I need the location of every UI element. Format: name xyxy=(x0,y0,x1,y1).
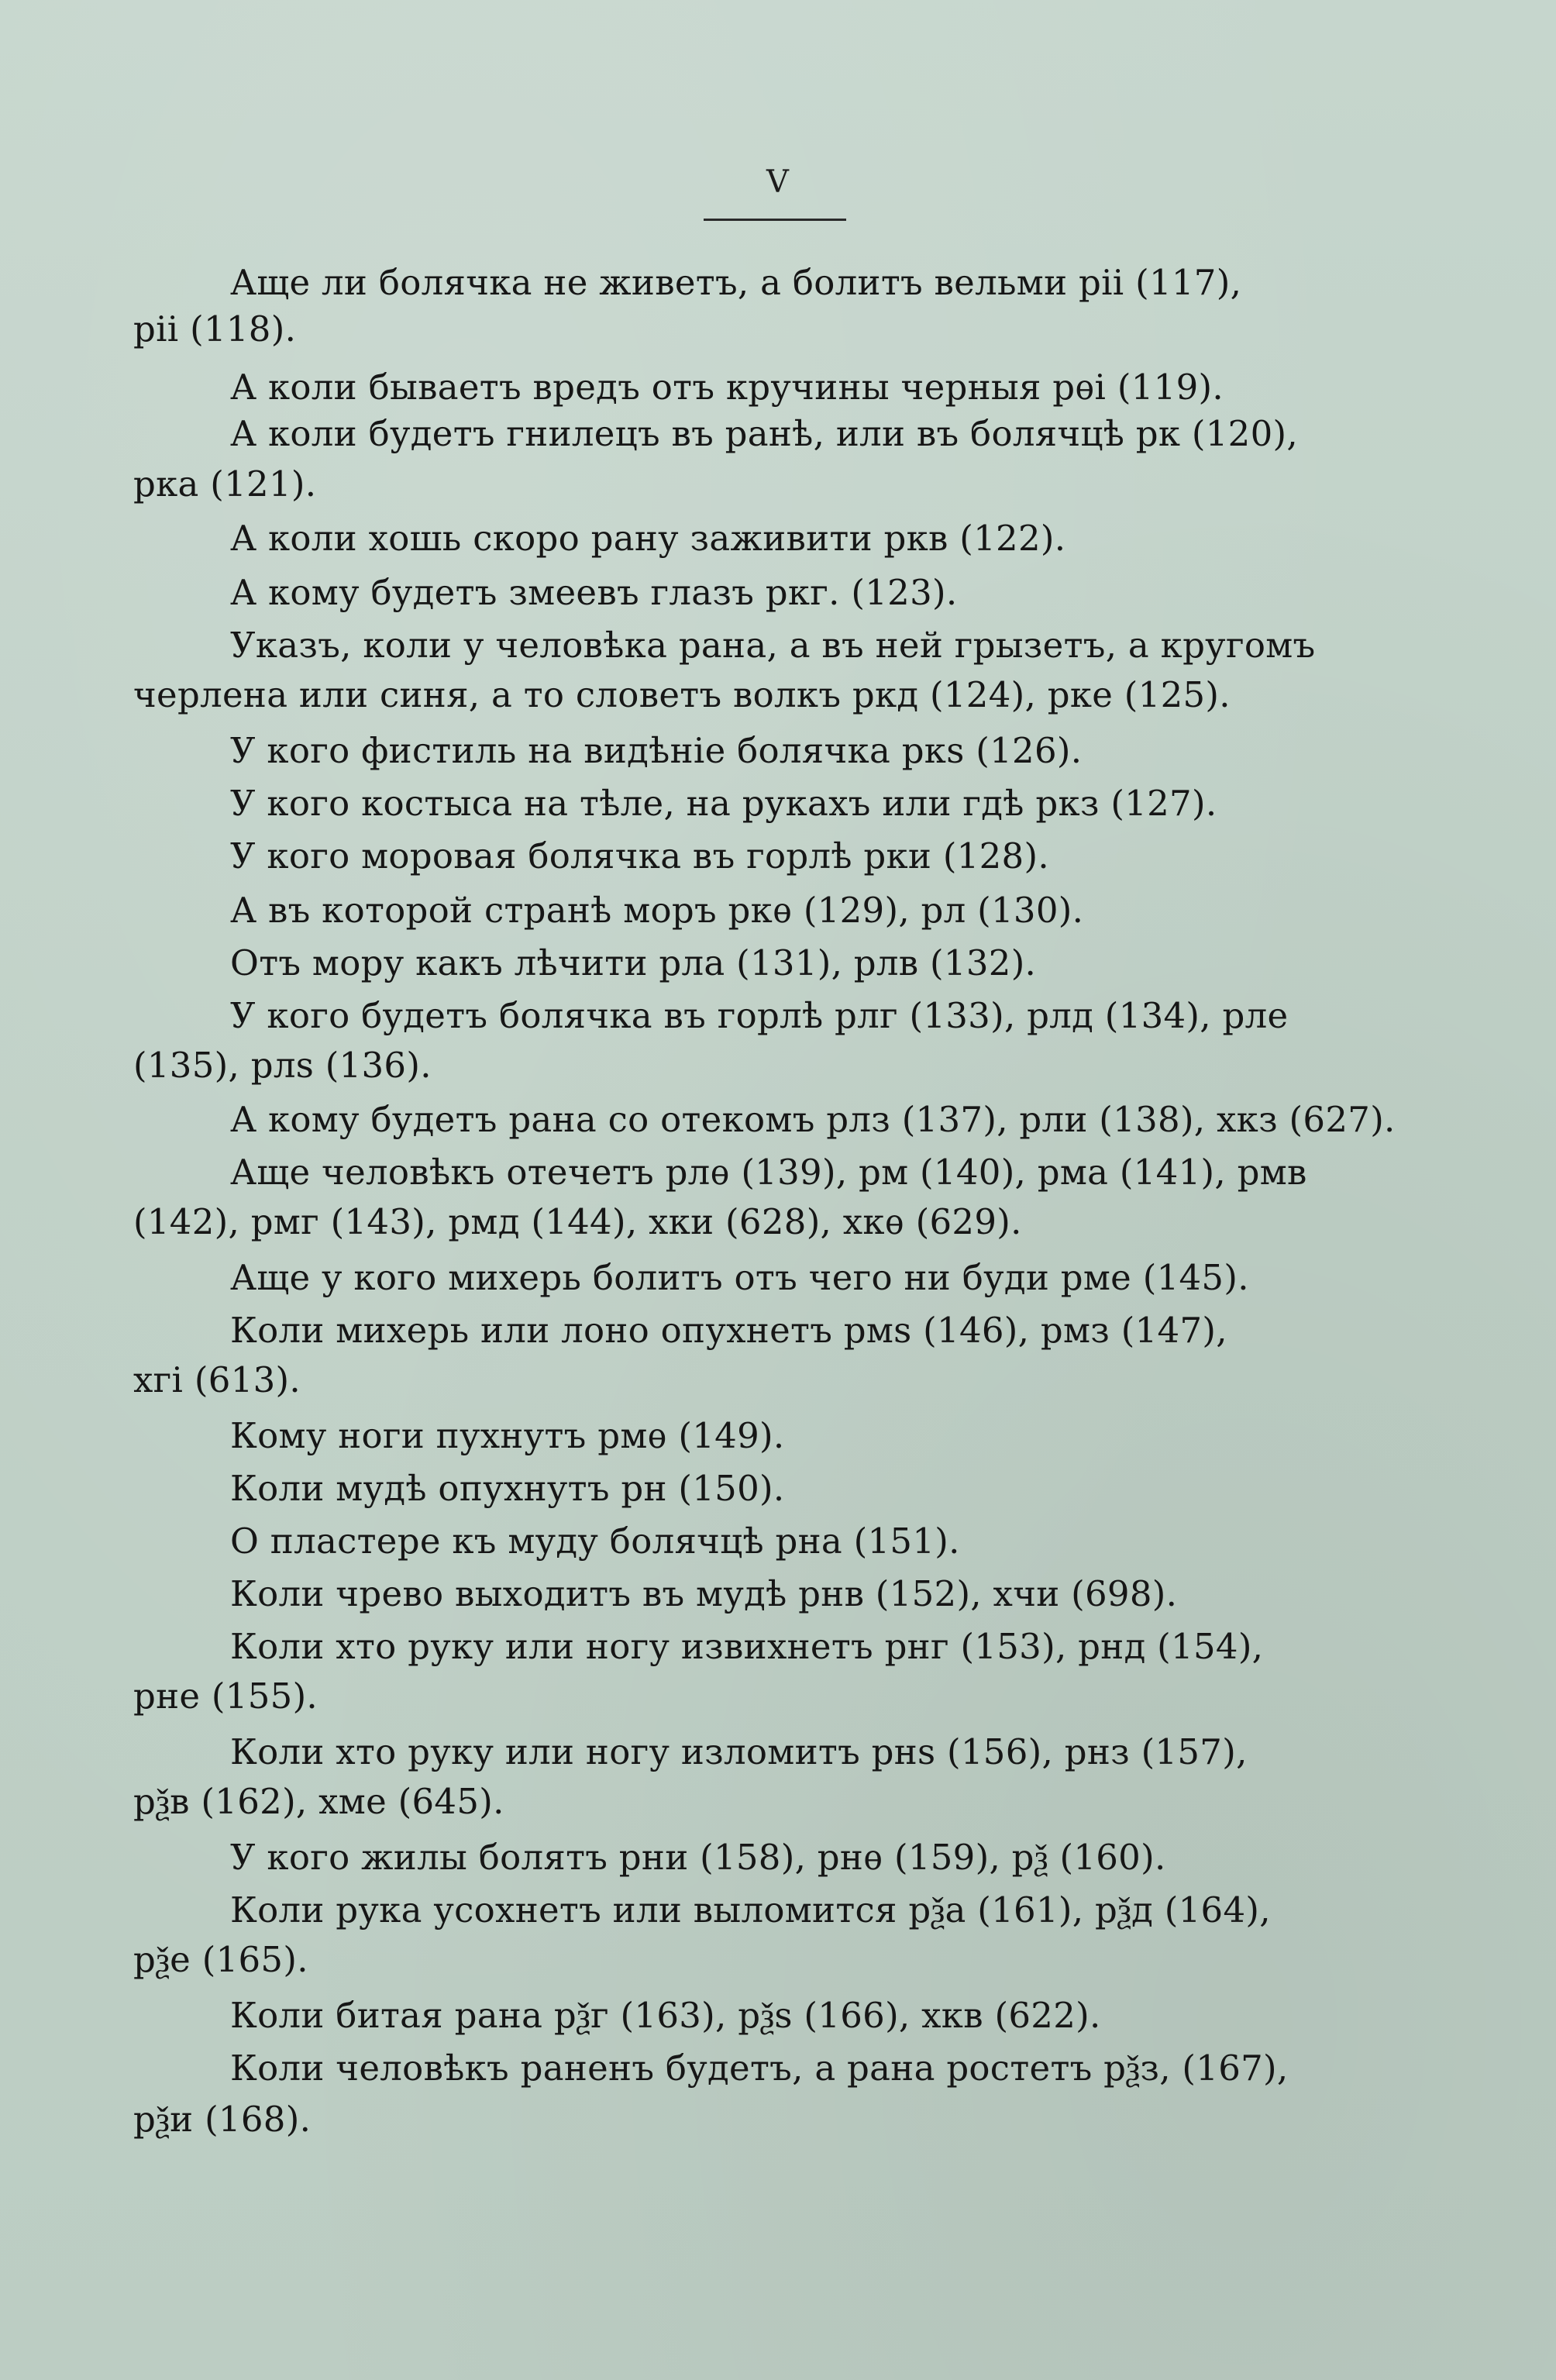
text-line: рка (121). xyxy=(133,463,317,505)
text-line: Коли битая рана рѯг (163), рѯѕ (166), хкв (622). xyxy=(230,1995,1101,2036)
text-line: У кого моровая болячка въ горлѣ рки (128). xyxy=(230,835,1049,877)
text-line: Аще у кого михерь болитъ отъ чего ни буди рме (145). xyxy=(230,1257,1249,1298)
text-line: Коли рука усохнетъ или выломится рѯа (161), рѯд (164), xyxy=(230,1889,1271,1931)
text-line: хгі (613). xyxy=(133,1359,301,1400)
text-line: Указъ, коли у человѣка рана, а въ ней грызетъ, а кругомъ xyxy=(230,625,1316,666)
text-line: А коли бываетъ вредъ отъ кручины черныя рѳі (119). xyxy=(230,367,1224,408)
text-line: Отъ мору какъ лѣчити рла (131), рлв (132). xyxy=(230,942,1037,983)
text-line: Коли человѣкъ раненъ будетъ, а рана ростетъ рѯз, (167), xyxy=(230,2048,1289,2089)
text-line: Коли мудѣ опухнутъ рн (150). xyxy=(230,1468,785,1509)
text-line: Коли хто руку или ногу изломитъ рнѕ (156), рнз (157), xyxy=(230,1731,1248,1772)
text-line: У кого фистиль на видѣніе болячка ркѕ (126). xyxy=(230,730,1083,771)
text-line: рѯи (168). xyxy=(133,2099,312,2140)
text-line: черлена или синя, а то словетъ волкъ ркд (124), рке (125). xyxy=(133,674,1231,715)
text-line: рне (155). xyxy=(133,1676,318,1717)
text-line: Коли михерь или лоно опухнетъ рмѕ (146), рмз (147), xyxy=(230,1310,1227,1351)
text-line: рѯе (165). xyxy=(133,1939,308,1980)
text-line: Аще человѣкъ отечетъ рлѳ (139), рм (140), рма (141), рмв xyxy=(230,1152,1307,1193)
text-line: Коли хто руку или ногу извихнетъ рнг (153), рнд (154), xyxy=(230,1626,1264,1667)
text-line: У кого будетъ болячка въ горлѣ рлг (133), рлд (134), рле xyxy=(230,995,1289,1036)
text-line: У кого жилы болятъ рни (158), рнѳ (159), рѯ (160). xyxy=(230,1837,1166,1878)
text-line: рѯв (162), хме (645). xyxy=(133,1781,504,1822)
text-line: Кому ноги пухнутъ рмѳ (149). xyxy=(230,1415,785,1456)
text-line: (142), рмг (143), рмд (144), хки (628), хкѳ (629). xyxy=(133,1201,1022,1242)
text-line: У кого костыса на тѣле, на рукахъ или гдѣ ркз (127). xyxy=(230,783,1217,824)
text-line: Аще ли болячка не живетъ, а болитъ вельми ріі (117), xyxy=(230,262,1242,303)
page-number: V xyxy=(766,164,790,200)
text-line: А кому будетъ рана со отекомъ рлз (137), рли (138), хкз (627). xyxy=(230,1099,1396,1140)
text-line: (135), рлѕ (136). xyxy=(133,1045,432,1086)
text-line: А въ которой странѣ моръ ркѳ (129), рл (130). xyxy=(230,890,1084,931)
text-line: А коли будетъ гнилецъ въ ранѣ, или въ болячцѣ рк (120), xyxy=(230,413,1298,454)
text-line: А коли хошь скоро рану заживити ркв (122). xyxy=(230,518,1066,559)
text-line: ріі (118). xyxy=(133,308,297,350)
text-line: А кому будетъ змеевъ глазъ ркг. (123). xyxy=(230,572,958,613)
header-rule xyxy=(704,219,846,221)
page-header xyxy=(0,164,1556,200)
text-line: Коли чрево выходитъ въ мудѣ рнв (152), хчи (698). xyxy=(230,1573,1178,1614)
text-line: О пластере къ муду болячцѣ рна (151). xyxy=(230,1521,960,1562)
